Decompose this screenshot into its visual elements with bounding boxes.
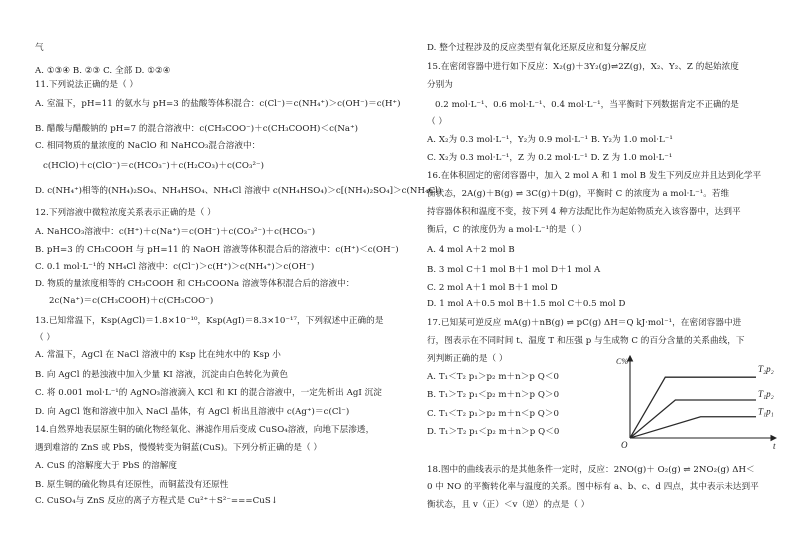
left-text-line: D. 物质的量浓度相等的 CH₃COOH 和 CH₃COONa 溶液等体积混合后的溶液中：	[35, 279, 355, 289]
right-text-line: 0 中 NO 的平衡转化率与温度的关系。图中标有 a、b、c、d 四点，其中表示未达到平	[427, 482, 759, 492]
c-percent-vs-time-chart	[616, 352, 782, 452]
left-text-line: 13.已知常温下，Ksp(AgCl)＝1.8×10⁻¹⁰，Ksp(AgI)＝8.3×10⁻¹⁷，下列叙述中正确的是	[35, 316, 384, 326]
left-text-line: （ ）	[35, 333, 56, 343]
left-text-line: 气	[35, 43, 44, 53]
left-text-line: 2c(Na⁺)＝c(CH₃COOH)＋c(CH₃COO⁻)	[49, 296, 214, 306]
left-text-line: A. CuS 的溶解度大于 PbS 的溶解度	[35, 461, 178, 471]
right-text-line: 分别为	[427, 80, 453, 90]
left-text-line: D. c(NH₄⁺)相等的(NH₄)₂SO₄、NH₄HSO₄、NH₄Cl 溶液中 c(NH₄HSO₄)＞c[(NH₄)₂SO₄]＞c(NH₄Cl)	[35, 186, 442, 196]
right-text-line: D. T₁＞T₂ p₁＜p₂ m＋n＞p Q＜0	[427, 427, 560, 437]
x-axis-label: t	[773, 441, 776, 451]
left-text-line: D. 向 AgCl 饱和溶液中加入 NaCl 晶体，有 AgCl 析出且溶液中 c(Ag⁺)＝c(Cl⁻)	[35, 407, 350, 417]
left-text-line: A. 室温下，pH=11 的氨水与 pH=3 的盐酸等体积混合：c(Cl⁻)＝c(NH₄⁺)＞c(OH⁻)＝c(H⁺)	[35, 99, 401, 109]
series-curve	[630, 417, 756, 438]
right-text-line: 0.2 mol·L⁻¹、0.6 mol·L⁻¹、0.4 mol·L⁻¹，当平衡时下列数据肯定不正确的是	[435, 100, 739, 110]
right-text-line: （ ）	[427, 117, 448, 127]
left-text-line: 14.自然界地表层原生铜的硫化物经氧化、淋滤作用后变成 CuSO₄溶液，向地下层渗透，	[35, 425, 375, 435]
left-text-line: C. CuSO₄与 ZnS 反应的离子方程式是 Cu²⁺＋S²⁻===CuS↓	[35, 496, 279, 506]
left-text-line: A. ①③④ B. ②③ C. 全部 D. ①②④	[35, 66, 171, 76]
right-text-line: D. 整个过程涉及的反应类型有氧化还原反应和复分解反应	[427, 43, 647, 53]
right-text-line: C. X₂为 0.3 mol·L⁻¹，Z 为 0.2 mol·L⁻¹ D. Z 为 1.0 mol·L⁻¹	[427, 153, 673, 163]
right-text-line: A. X₂为 0.3 mol·L⁻¹，Y₂为 0.9 mol·L⁻¹ B. Y₂为 1.0 mol·L⁻¹	[427, 135, 673, 145]
right-text-line: D. 1 mol A＋0.5 mol B＋1.5 mol C＋0.5 mol D	[427, 299, 626, 309]
right-text-line: 16.在体积固定的密闭容器中，加入 2 mol A 和 1 mol B 发生下列反应并且达到化学平	[427, 171, 762, 181]
right-text-line: A. T₁＜T₂ p₁＞p₂ m＋n＞p Q＜0	[427, 372, 559, 382]
series-label: T₁p₁	[758, 406, 774, 417]
right-text-line: 衡状态，且 v（正）＜v（逆）的点是（ ）	[427, 500, 590, 510]
series-label: T₁p₂	[758, 389, 774, 399]
right-text-line: 17.已知某可逆反应 mA(g)＋nB(g) ⇌ pC(g) ΔH＝Q kJ·mol⁻¹，在密闭容器中进	[427, 318, 742, 328]
right-text-line: A. 4 mol A＋2 mol B	[427, 245, 515, 255]
series-label: T₂p₂	[758, 364, 774, 375]
right-text-line: B. T₁＞T₂ p₁＜p₂ m＋n＞p Q＞0	[427, 390, 560, 400]
left-text-line: B. 醋酸与醋酸钠的 pH=7 的混合溶液中：c(CH₃COO⁻)＋c(CH₃COOH)＜c(Na⁺)	[35, 124, 359, 134]
left-text-line: C. 0.1 mol·L⁻¹的 NH₄Cl 溶液中：c(Cl⁻)＞c(H⁺)＞c(NH₄⁺)＞c(OH⁻)	[35, 262, 315, 272]
left-text-line: B. 向 AgCl 的悬浊液中加入少量 KI 溶液，沉淀由白色转化为黄色	[35, 370, 289, 380]
left-text-line: 12.下列溶液中微粒浓度关系表示正确的是（ ）	[35, 208, 216, 218]
left-text-line: A. NaHCO₃溶液中：c(H⁺)＋c(Na⁺)＝c(OH⁻)＋c(CO₃²⁻)＋c(HCO₃⁻)	[35, 227, 316, 237]
series-group	[630, 364, 774, 438]
left-text-line: C. 将 0.001 mol·L⁻¹的 AgNO₃溶液滴入 KCl 和 KI 的混合溶液中，一定先析出 AgI 沉淀	[35, 388, 382, 398]
right-text-line: C. T₁＜T₂ p₁＞p₂ m＋n＜p Q＞0	[427, 409, 560, 419]
right-text-line: 衡后，C 的浓度仍为 a mol·L⁻¹的是（ ）	[427, 225, 587, 235]
left-text-line: c(HClO)＋c(ClO⁻)＝c(HCO₃⁻)＋c(H₂CO₃)＋c(CO₃²⁻)	[43, 161, 264, 171]
origin-label: O	[621, 440, 628, 450]
right-text-line: 持容器体积和温度不变，按下列 4 种方法配比作为起始物质充入该容器中，达到平	[427, 207, 741, 217]
series-curve	[630, 377, 756, 438]
right-text-line: C. 2 mol A＋1 mol B＋1 mol D	[427, 283, 558, 293]
right-text-line: B. 3 mol C＋1 mol B＋1 mol D＋1 mol A	[427, 265, 601, 275]
left-text-line: C. 相同物质的量浓度的 NaClO 和 NaHCO₃混合溶液中：	[35, 141, 261, 151]
y-axis-label: C%	[616, 357, 628, 366]
right-text-line: 衡状态，2A(g)＋B(g) ⇌ 3C(g)＋D(g)，平衡时 C 的浓度为 a mol·L⁻¹。若维	[427, 189, 730, 199]
left-text-line: 11.下列说法正确的是（ ）	[35, 80, 139, 90]
left-text-line: 遇到难溶的 ZnS 或 PbS，慢慢转变为铜蓝(CuS)。下列分析正确的是（ ）	[35, 443, 323, 453]
right-text-line: 行，图表示在不同时间 t、温度 T 和压强 p 与生成物 C 的百分含量的关系曲线，下	[427, 336, 745, 346]
left-text-line: B. pH=3 的 CH₃COOH 与 pH=11 的 NaOH 溶液等体积混合后的溶液中：c(H⁺)＜c(OH⁻)	[35, 245, 399, 255]
left-text-line: A. 常温下，AgCl 在 NaCl 溶液中的 Ksp 比在纯水中的 Ksp 小	[35, 350, 281, 360]
right-text-line: 18.图中的曲线表示的是其他条件一定时，反应：2NO(g)＋ O₂(g) ⇌ 2NO₂(g) ΔH＜	[427, 465, 755, 475]
right-text-line: 15.在密闭容器中进行如下反应：X₂(g)＋3Y₂(g)⇌2Z(g)，X₂、Y₂、Z 的起始浓度	[427, 62, 739, 72]
left-text-line: B. 原生铜的硫化物具有还原性，而铜蓝没有还原性	[35, 480, 229, 490]
right-text-line: 列判断正确的是（ ）	[427, 354, 508, 364]
